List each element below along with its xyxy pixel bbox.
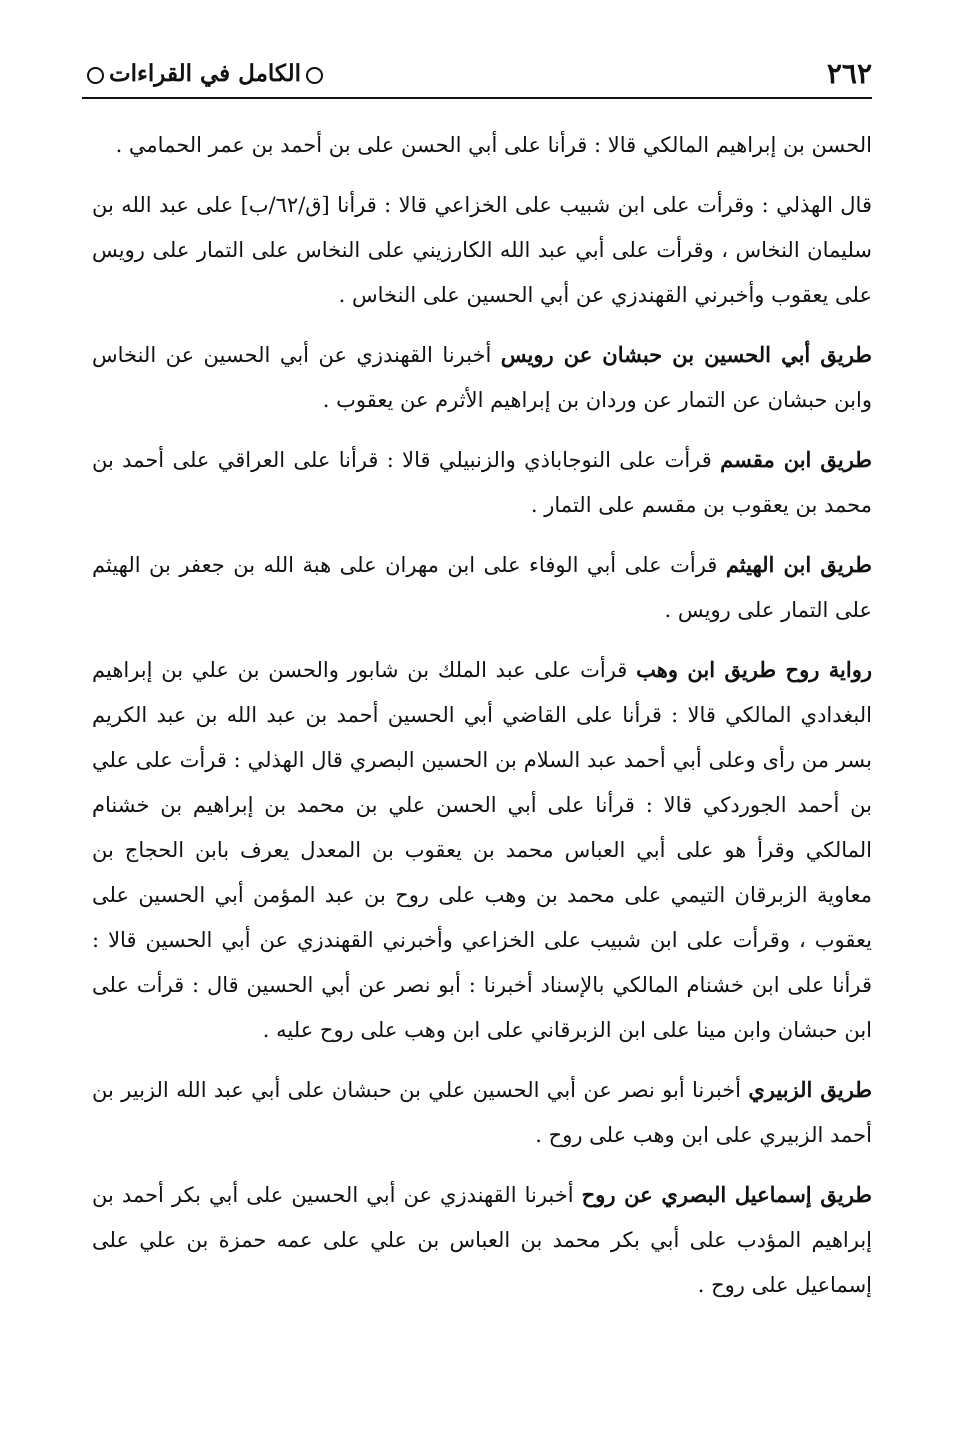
- circle-ornament-icon: [87, 67, 104, 84]
- paragraph: [92, 542, 872, 633]
- paragraph-text: أخبرنا القهندزي عن أبي الحسين عن النخاس وابن حبشان عن التمار عن وردان بن إبراهيم الأثرم عن يعقوب .: [92, 343, 872, 412]
- paragraph-text: الحسن بن إبراهيم المالكي قالا : قرأنا على أبي الحسن على بن أحمد بن عمر الحمامي .: [115, 133, 872, 157]
- paragraph-heading: طريق أبي الحسين بن حبشان عن رويس: [500, 342, 872, 367]
- paragraph: [92, 1067, 872, 1158]
- page-number: ٢٦٢: [826, 57, 872, 90]
- paragraph-text: قرأت على عبد الملك بن شابور والحسن بن علي بن إبراهيم البغدادي المالكي قالا : قرأنا على القاضي أبي الحسين أحمد بن عبد الله بن عبد الكريم بسر من رأى وعلى أبي أحمد عبد السلام بن الحسين البصري قال الهذلي : قرأت على علي بن أحمد الجوردكي قالا : قرأنا على أبي الحسن علي بن محمد بن إبراهيم بن خشنام المالكي وقرأ هو على أبي العباس محمد بن يعقوب بن المعدل يعرف بابن الحجاج بن معاوية الزبرقان التيمي على محمد بن وهب على روح بن عبد المؤمن أبي الحسين على يعقوب ، وقرأت على ابن شبيب على الخزاعي وأخبرني القهندزي عن أبي الحسين قالا : قرأنا على ابن خشنام المالكي بالإسناد أخبرنا : أبو نصر عن أبي الحسين قال : قرأت على ابن حبشان وابن مينا على ابن الزبرقاني على ابن وهب على روح عليه .: [92, 658, 872, 1042]
- paragraph-text: أخبرنا أبو نصر عن أبي الحسين علي بن حبشان على أبي عبد الله الزبير بن أحمد الزبيري على ابن وهب على روح .: [92, 1078, 872, 1147]
- page-body: [92, 122, 872, 1322]
- paragraph: [92, 437, 872, 528]
- paragraph: [92, 1172, 872, 1308]
- paragraph: [92, 182, 872, 318]
- header-rule: [82, 97, 872, 99]
- paragraph: [92, 647, 872, 1053]
- paragraph-heading: رواية روح طريق ابن وهب: [636, 657, 872, 682]
- circle-ornament-icon: [306, 67, 323, 84]
- paragraph: [92, 122, 872, 168]
- paragraph-text: قال الهذلي : وقرأت على ابن شبيب على الخزاعي قالا : قرأنا [ق/٦٢/ب] على عبد الله بن سليمان النخاس ، وقرأت على أبي عبد الله الكارزيني على النخاس على التمار على رويس على يعقوب وأخبرني القهندزي عن أبي الحسين على النخاس .: [92, 193, 872, 307]
- paragraph-heading: طريق إسماعيل البصري عن روح: [581, 1182, 872, 1207]
- paragraph-text: قرأت على أبي الوفاء على ابن مهران على هبة الله بن جعفر بن الهيثم على التمار على رويس .: [92, 553, 872, 622]
- paragraph-heading: طريق الزبيري: [748, 1077, 872, 1102]
- paragraph-heading: طريق ابن مقسم: [720, 447, 872, 472]
- paragraph-text: قرأت على النوجاباذي والزنبيلي قالا : قرأنا على العراقي على أحمد بن محمد بن يعقوب بن مقسم على التمار .: [92, 448, 872, 517]
- paragraph-heading: طريق ابن الهيثم: [725, 552, 872, 577]
- paragraph: [92, 332, 872, 423]
- running-title: [82, 57, 328, 91]
- paragraph-text: أخبرنا القهندزي عن أبي الحسين على أبي بكر أحمد بن إبراهيم المؤدب على أبي بكر محمد بن العباس بن علي على عمه حمزة بن علي على إسماعيل على روح .: [92, 1183, 872, 1297]
- page-header: [82, 55, 872, 99]
- running-title-text: الكامل في القراءات: [109, 60, 301, 87]
